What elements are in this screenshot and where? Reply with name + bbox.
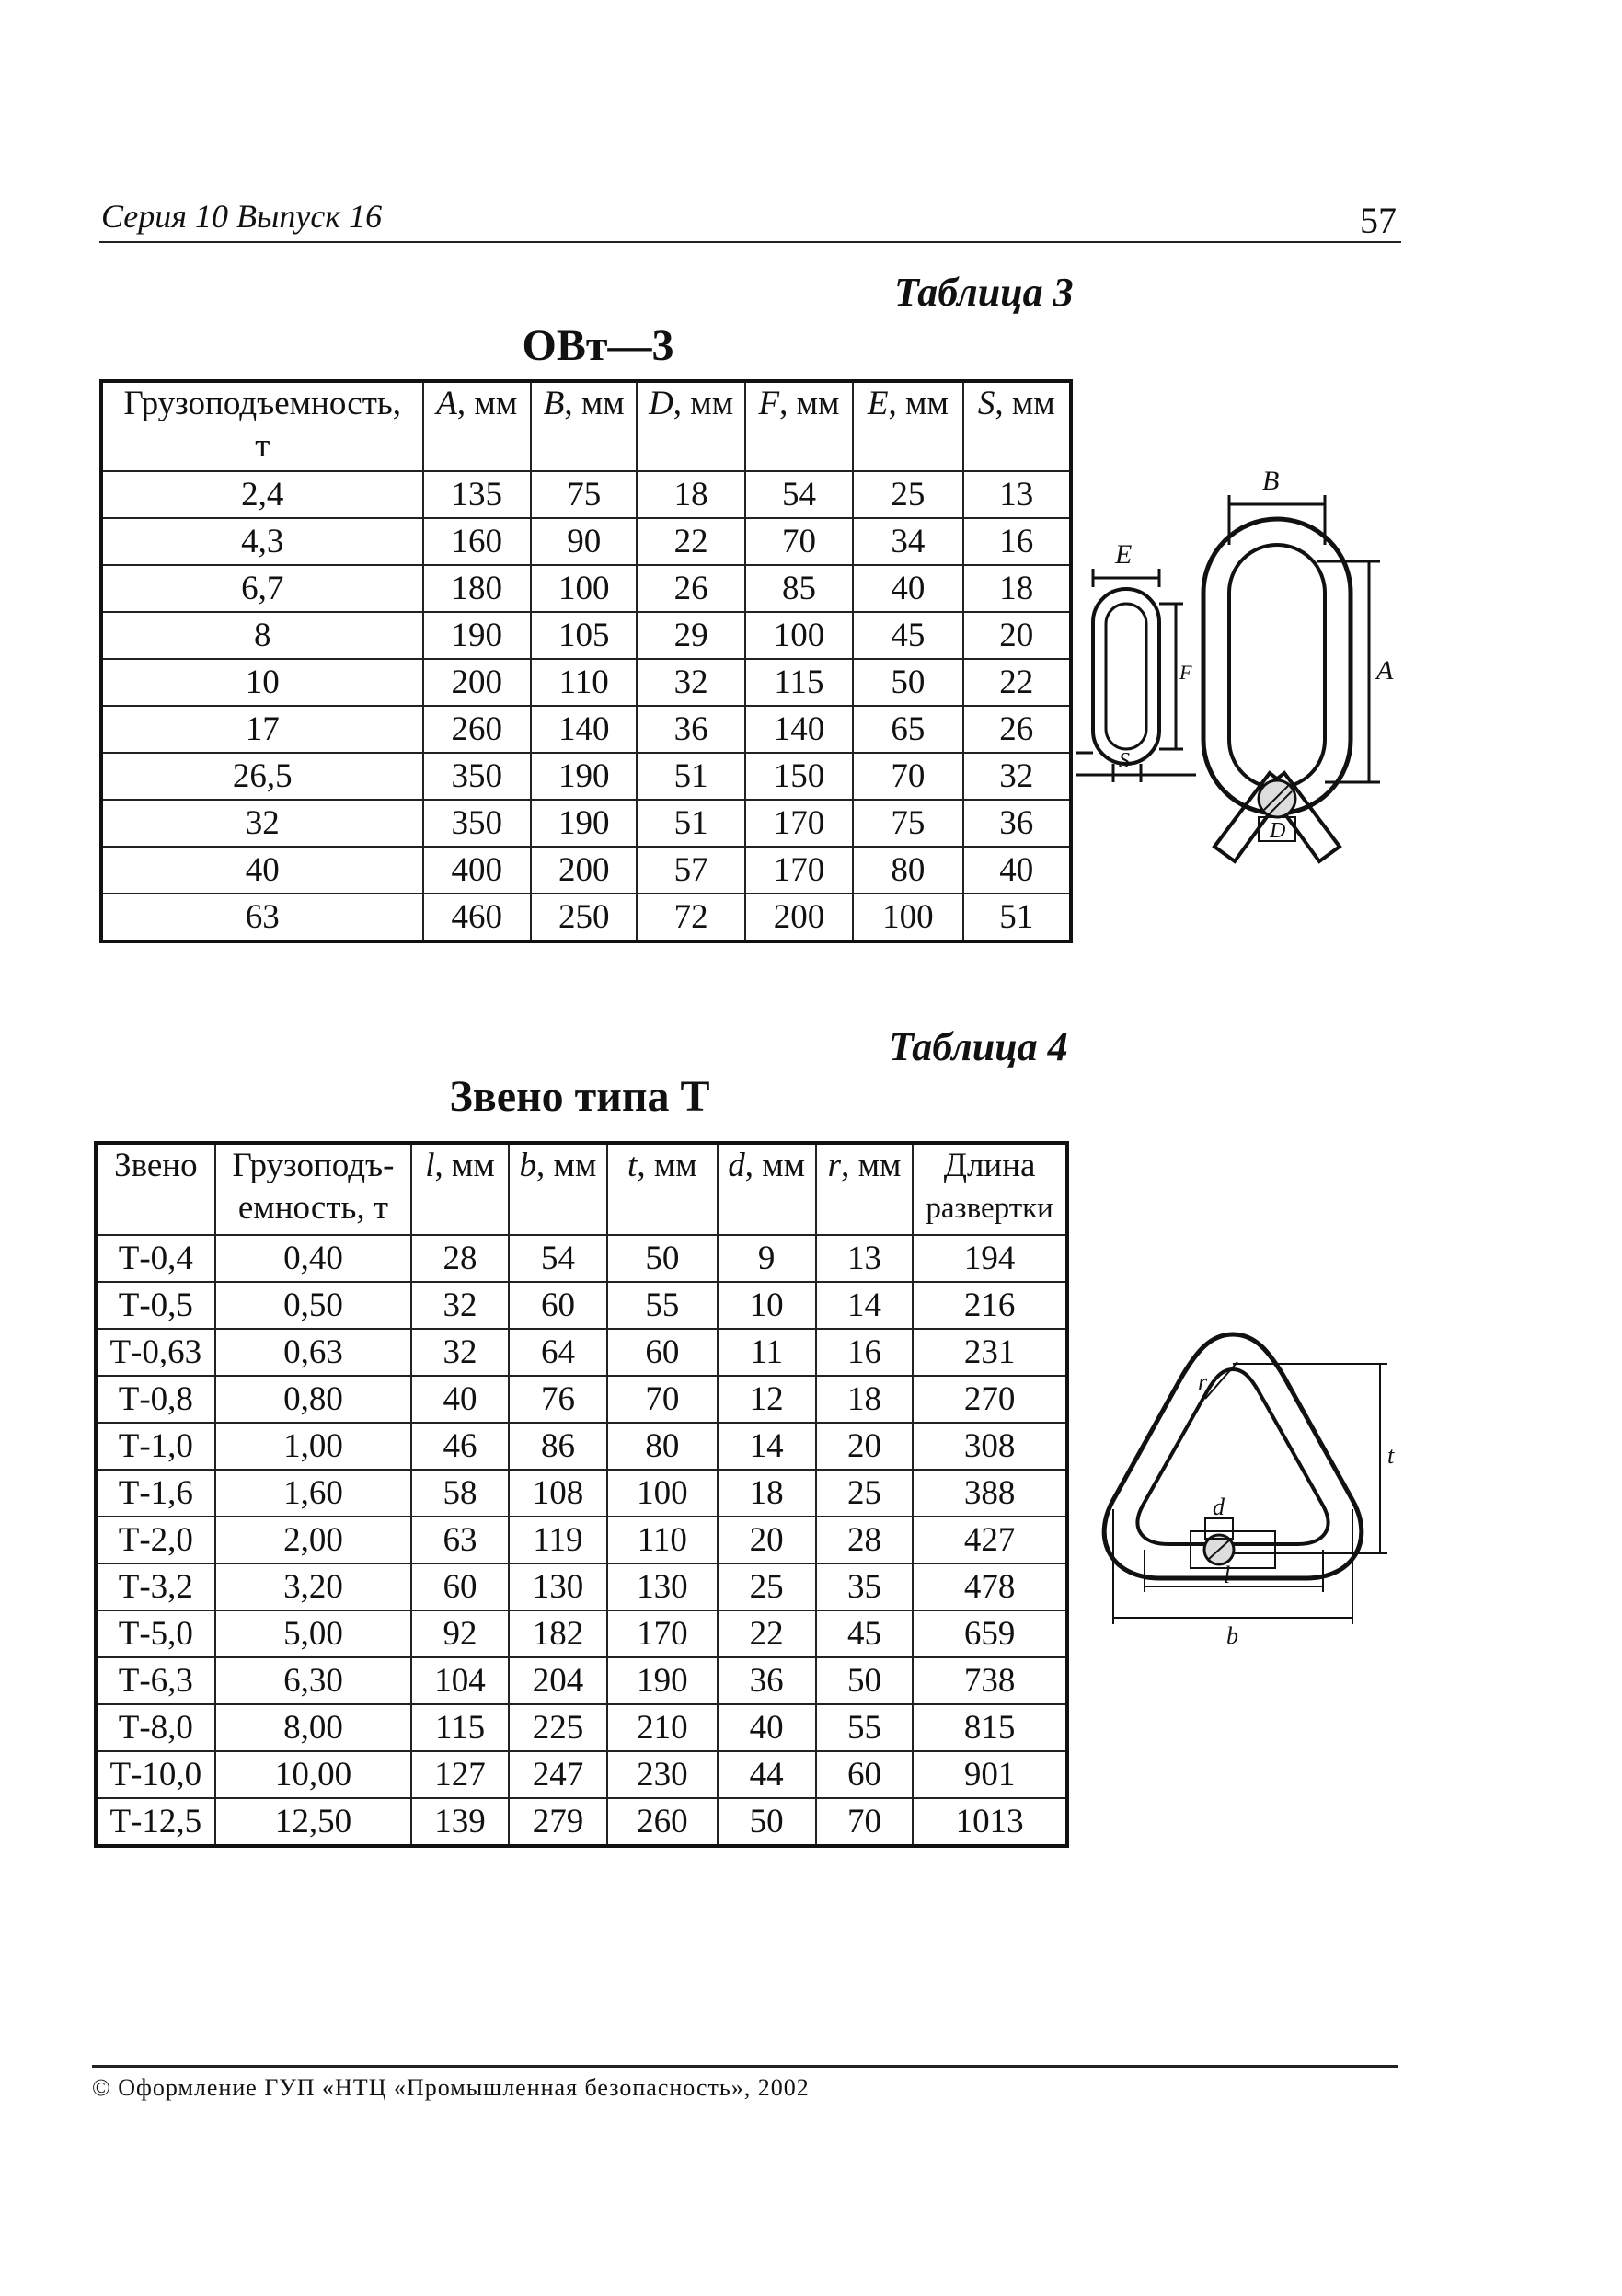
table-cell: 70: [745, 518, 853, 565]
table-cell: 26: [637, 565, 744, 612]
label-b: b: [1226, 1622, 1238, 1649]
table-cell: 460: [423, 894, 531, 941]
ovt3-link-diagram: [1076, 460, 1408, 893]
table-cell: 25: [816, 1470, 913, 1517]
table-cell: 427: [913, 1517, 1067, 1563]
label-d: d: [1213, 1494, 1225, 1520]
table-cell: 1,60: [215, 1470, 412, 1517]
table-cell: Т-0,63: [96, 1329, 215, 1376]
table-cell: 80: [607, 1423, 717, 1470]
table3-col-d: D, мм: [637, 381, 744, 471]
table4-col-b: b, мм: [509, 1143, 607, 1235]
table3-row: [101, 894, 1071, 941]
table-cell: 190: [531, 753, 637, 800]
table-cell: Т-2,0: [96, 1517, 215, 1563]
table4-row: [96, 1282, 1067, 1329]
table-cell: 308: [913, 1423, 1067, 1470]
table-cell: 400: [423, 847, 531, 894]
table-cell: Т-5,0: [96, 1610, 215, 1657]
table-cell: Т-10,0: [96, 1751, 215, 1798]
table-cell: 50: [853, 659, 962, 706]
table-cell: 170: [607, 1610, 717, 1657]
table-cell: 36: [963, 800, 1071, 847]
table-cell: 100: [745, 612, 853, 659]
table4-row: [96, 1704, 1067, 1751]
table-cell: 50: [718, 1798, 816, 1846]
table-cell: 8,00: [215, 1704, 412, 1751]
table-cell: 12: [718, 1376, 816, 1423]
table-cell: 200: [423, 659, 531, 706]
table-cell: 57: [637, 847, 744, 894]
table-cell: 26: [963, 706, 1071, 753]
table3-col-b: B, мм: [531, 381, 637, 471]
table-cell: 32: [637, 659, 744, 706]
table-cell: 90: [531, 518, 637, 565]
table-cell: 29: [637, 612, 744, 659]
running-header-series: Серия 10 Выпуск 16: [101, 198, 383, 235]
table-cell: 22: [718, 1610, 816, 1657]
table-cell: 51: [963, 894, 1071, 941]
table4-col-l: l, мм: [411, 1143, 508, 1235]
table-cell: 75: [531, 471, 637, 518]
t-link-diagram: [1076, 1325, 1408, 1666]
main-link-inner: [1229, 545, 1325, 788]
table-cell: Т-12,5: [96, 1798, 215, 1846]
table-cell: 76: [509, 1376, 607, 1423]
table-cell: 130: [509, 1563, 607, 1610]
table-cell: 231: [913, 1329, 1067, 1376]
table-cell: 25: [853, 471, 962, 518]
table-cell: 4,3: [101, 518, 423, 565]
table-cell: 86: [509, 1423, 607, 1470]
table3-row: [101, 706, 1071, 753]
table-cell: 2,00: [215, 1517, 412, 1563]
table-cell: 70: [853, 753, 962, 800]
table-cell: 100: [531, 565, 637, 612]
table-cell: 10: [101, 659, 423, 706]
table3-row: [101, 753, 1071, 800]
table-cell: 388: [913, 1470, 1067, 1517]
table-cell: 12,50: [215, 1798, 412, 1846]
table-cell: 40: [963, 847, 1071, 894]
table-cell: 50: [607, 1235, 717, 1282]
table-cell: 130: [607, 1563, 717, 1610]
table4-header-row: [96, 1143, 1067, 1235]
table-cell: 58: [411, 1470, 508, 1517]
label-r: r: [1198, 1368, 1208, 1395]
table-cell: 20: [816, 1423, 913, 1470]
table-cell: 13: [816, 1235, 913, 1282]
table-cell: 140: [531, 706, 637, 753]
table-cell: 6,7: [101, 565, 423, 612]
table-cell: 35: [816, 1563, 913, 1610]
table-cell: 260: [423, 706, 531, 753]
header-divider: [99, 241, 1401, 243]
label-e: E: [1115, 539, 1133, 570]
table3-col-f: F, мм: [745, 381, 853, 471]
table-cell: 25: [718, 1563, 816, 1610]
table-cell: 0,40: [215, 1235, 412, 1282]
table3-title: ОВт—3: [522, 321, 674, 370]
table-cell: 60: [816, 1751, 913, 1798]
table-cell: 279: [509, 1798, 607, 1846]
table-cell: 34: [853, 518, 962, 565]
label-l: l: [1224, 1562, 1231, 1588]
table-cell: 40: [718, 1704, 816, 1751]
table-cell: 28: [816, 1517, 913, 1563]
table4-row: [96, 1657, 1067, 1704]
table-cell: 40: [101, 847, 423, 894]
table-cell: 18: [637, 471, 744, 518]
copyright-footer: © Оформление ГУП «НТЦ «Промышленная безопасность», 2002: [92, 2074, 810, 2101]
table-cell: 32: [411, 1329, 508, 1376]
table-cell: Т-0,4: [96, 1235, 215, 1282]
table-cell: 247: [509, 1751, 607, 1798]
table-cell: 270: [913, 1376, 1067, 1423]
table-cell: 0,80: [215, 1376, 412, 1423]
table-cell: 51: [637, 753, 744, 800]
table-cell: 44: [718, 1751, 816, 1798]
table-cell: 210: [607, 1704, 717, 1751]
label-d: D: [1270, 819, 1286, 843]
table-cell: 85: [745, 565, 853, 612]
table4-col-t: t, мм: [607, 1143, 717, 1235]
table-cell: 127: [411, 1751, 508, 1798]
table3-label: Таблица 3: [894, 270, 1074, 315]
table-cell: 110: [607, 1517, 717, 1563]
table-cell: 32: [101, 800, 423, 847]
table-cell: 18: [816, 1376, 913, 1423]
main-link-outer: [1203, 519, 1351, 813]
table4-row: [96, 1470, 1067, 1517]
table-cell: 119: [509, 1517, 607, 1563]
table-cell: 105: [531, 612, 637, 659]
table-cell: 70: [816, 1798, 913, 1846]
table-cell: 55: [816, 1704, 913, 1751]
table-cell: 92: [411, 1610, 508, 1657]
table-cell: 9: [718, 1235, 816, 1282]
table-cell: 115: [411, 1704, 508, 1751]
table4-col-r: r, мм: [816, 1143, 913, 1235]
label-t: t: [1387, 1442, 1395, 1469]
table-cell: 46: [411, 1423, 508, 1470]
footer-divider: [92, 2065, 1398, 2068]
table4-title: Звено типа Т: [449, 1072, 710, 1121]
table-cell: 60: [607, 1329, 717, 1376]
cross-section-d: [1259, 780, 1295, 817]
table-cell: 65: [853, 706, 962, 753]
table-cell: 170: [745, 800, 853, 847]
table-cell: 22: [963, 659, 1071, 706]
table-cell: 28: [411, 1235, 508, 1282]
table-cell: 182: [509, 1610, 607, 1657]
table3-row: [101, 518, 1071, 565]
table-cell: 200: [531, 847, 637, 894]
table-cell: 2,4: [101, 471, 423, 518]
table-cell: 14: [816, 1282, 913, 1329]
table-cell: 200: [745, 894, 853, 941]
table3-col-s: S, мм: [963, 381, 1071, 471]
table-cell: 16: [816, 1329, 913, 1376]
table-cell: 18: [718, 1470, 816, 1517]
table-cell: 139: [411, 1798, 508, 1846]
table4-row: [96, 1235, 1067, 1282]
table3: [99, 379, 1073, 943]
table-cell: 190: [531, 800, 637, 847]
table-cell: 18: [963, 565, 1071, 612]
label-b: B: [1262, 466, 1280, 496]
table3-col-capacity: Грузоподъемность, т: [101, 381, 423, 471]
table-cell: 216: [913, 1282, 1067, 1329]
table-cell: 104: [411, 1657, 508, 1704]
table-cell: 17: [101, 706, 423, 753]
table3-row: [101, 565, 1071, 612]
table-cell: 51: [637, 800, 744, 847]
table-cell: 190: [423, 612, 531, 659]
table-cell: 815: [913, 1704, 1067, 1751]
table-cell: 36: [718, 1657, 816, 1704]
table4-row: [96, 1423, 1067, 1470]
table4-col-link: Звено: [96, 1143, 215, 1235]
table-cell: Т-3,2: [96, 1563, 215, 1610]
table-cell: 20: [963, 612, 1071, 659]
side-link-outer: [1093, 589, 1159, 764]
table-cell: 40: [411, 1376, 508, 1423]
table-cell: 350: [423, 800, 531, 847]
table-cell: 1,00: [215, 1423, 412, 1470]
table-cell: 0,50: [215, 1282, 412, 1329]
table-cell: 14: [718, 1423, 816, 1470]
table-cell: 55: [607, 1282, 717, 1329]
table-cell: 260: [607, 1798, 717, 1846]
table3-col-e: E, мм: [853, 381, 962, 471]
table-cell: 110: [531, 659, 637, 706]
table-cell: 60: [509, 1282, 607, 1329]
table4-col-length: Длина развертки: [913, 1143, 1067, 1235]
table-cell: 40: [853, 565, 962, 612]
table-cell: Т-1,0: [96, 1423, 215, 1470]
table-cell: 204: [509, 1657, 607, 1704]
table-cell: 160: [423, 518, 531, 565]
table-cell: 659: [913, 1610, 1067, 1657]
table-cell: 150: [745, 753, 853, 800]
table-cell: 901: [913, 1751, 1067, 1798]
table4-row: [96, 1329, 1067, 1376]
table-cell: 100: [853, 894, 962, 941]
table-cell: Т-0,5: [96, 1282, 215, 1329]
table-cell: Т-1,6: [96, 1470, 215, 1517]
table-cell: 6,30: [215, 1657, 412, 1704]
table-cell: 63: [411, 1517, 508, 1563]
table-cell: 135: [423, 471, 531, 518]
table-cell: 75: [853, 800, 962, 847]
label-f: F: [1179, 661, 1192, 684]
table-cell: 45: [816, 1610, 913, 1657]
table-cell: 36: [637, 706, 744, 753]
table4-row: [96, 1563, 1067, 1610]
table4-row: [96, 1751, 1067, 1798]
table3-col-a: A, мм: [423, 381, 531, 471]
label-s: S: [1119, 749, 1130, 773]
table-cell: 20: [718, 1517, 816, 1563]
table-cell: 5,00: [215, 1610, 412, 1657]
table-cell: 16: [963, 518, 1071, 565]
table-cell: 194: [913, 1235, 1067, 1282]
dim-r-line: [1205, 1362, 1237, 1399]
table4-col-d: d, мм: [718, 1143, 816, 1235]
table3-row: [101, 847, 1071, 894]
table-cell: 26,5: [101, 753, 423, 800]
table-cell: 180: [423, 565, 531, 612]
label-a: A: [1376, 655, 1394, 686]
table-cell: 32: [963, 753, 1071, 800]
table-cell: 10,00: [215, 1751, 412, 1798]
table-cell: 70: [607, 1376, 717, 1423]
table-cell: 190: [607, 1657, 717, 1704]
table-cell: 22: [637, 518, 744, 565]
table-cell: 64: [509, 1329, 607, 1376]
table-cell: 738: [913, 1657, 1067, 1704]
table-cell: 250: [531, 894, 637, 941]
table3-row: [101, 471, 1071, 518]
table-cell: 80: [853, 847, 962, 894]
table-cell: 72: [637, 894, 744, 941]
table-cell: 13: [963, 471, 1071, 518]
table-cell: 478: [913, 1563, 1067, 1610]
table4-row: [96, 1517, 1067, 1563]
table-cell: 32: [411, 1282, 508, 1329]
table-cell: 8: [101, 612, 423, 659]
table-cell: 230: [607, 1751, 717, 1798]
table4: [94, 1141, 1069, 1848]
table-cell: 0,63: [215, 1329, 412, 1376]
table4-label: Таблица 4: [889, 1024, 1068, 1069]
page-number: 57: [1360, 200, 1397, 241]
side-link-inner: [1106, 604, 1146, 749]
table-cell: 225: [509, 1704, 607, 1751]
table4-col-capacity: Грузоподъ- емность, т: [215, 1143, 412, 1235]
table-cell: Т-6,3: [96, 1657, 215, 1704]
table-cell: 54: [745, 471, 853, 518]
table3-row: [101, 659, 1071, 706]
table-cell: 60: [411, 1563, 508, 1610]
table4-row: [96, 1610, 1067, 1657]
table-cell: 115: [745, 659, 853, 706]
table-cell: Т-8,0: [96, 1704, 215, 1751]
table-cell: 350: [423, 753, 531, 800]
table-cell: 100: [607, 1470, 717, 1517]
table3-header-row: [101, 381, 1071, 471]
table4-row: [96, 1798, 1067, 1846]
table-cell: Т-0,8: [96, 1376, 215, 1423]
table3-row: [101, 612, 1071, 659]
table-cell: 170: [745, 847, 853, 894]
table-cell: 108: [509, 1470, 607, 1517]
table4-row: [96, 1376, 1067, 1423]
table-cell: 3,20: [215, 1563, 412, 1610]
table-cell: 50: [816, 1657, 913, 1704]
table3-row: [101, 800, 1071, 847]
table-cell: 11: [718, 1329, 816, 1376]
table-cell: 63: [101, 894, 423, 941]
table-cell: 140: [745, 706, 853, 753]
table-cell: 45: [853, 612, 962, 659]
table-cell: 10: [718, 1282, 816, 1329]
table-cell: 1013: [913, 1798, 1067, 1846]
table-cell: 54: [509, 1235, 607, 1282]
